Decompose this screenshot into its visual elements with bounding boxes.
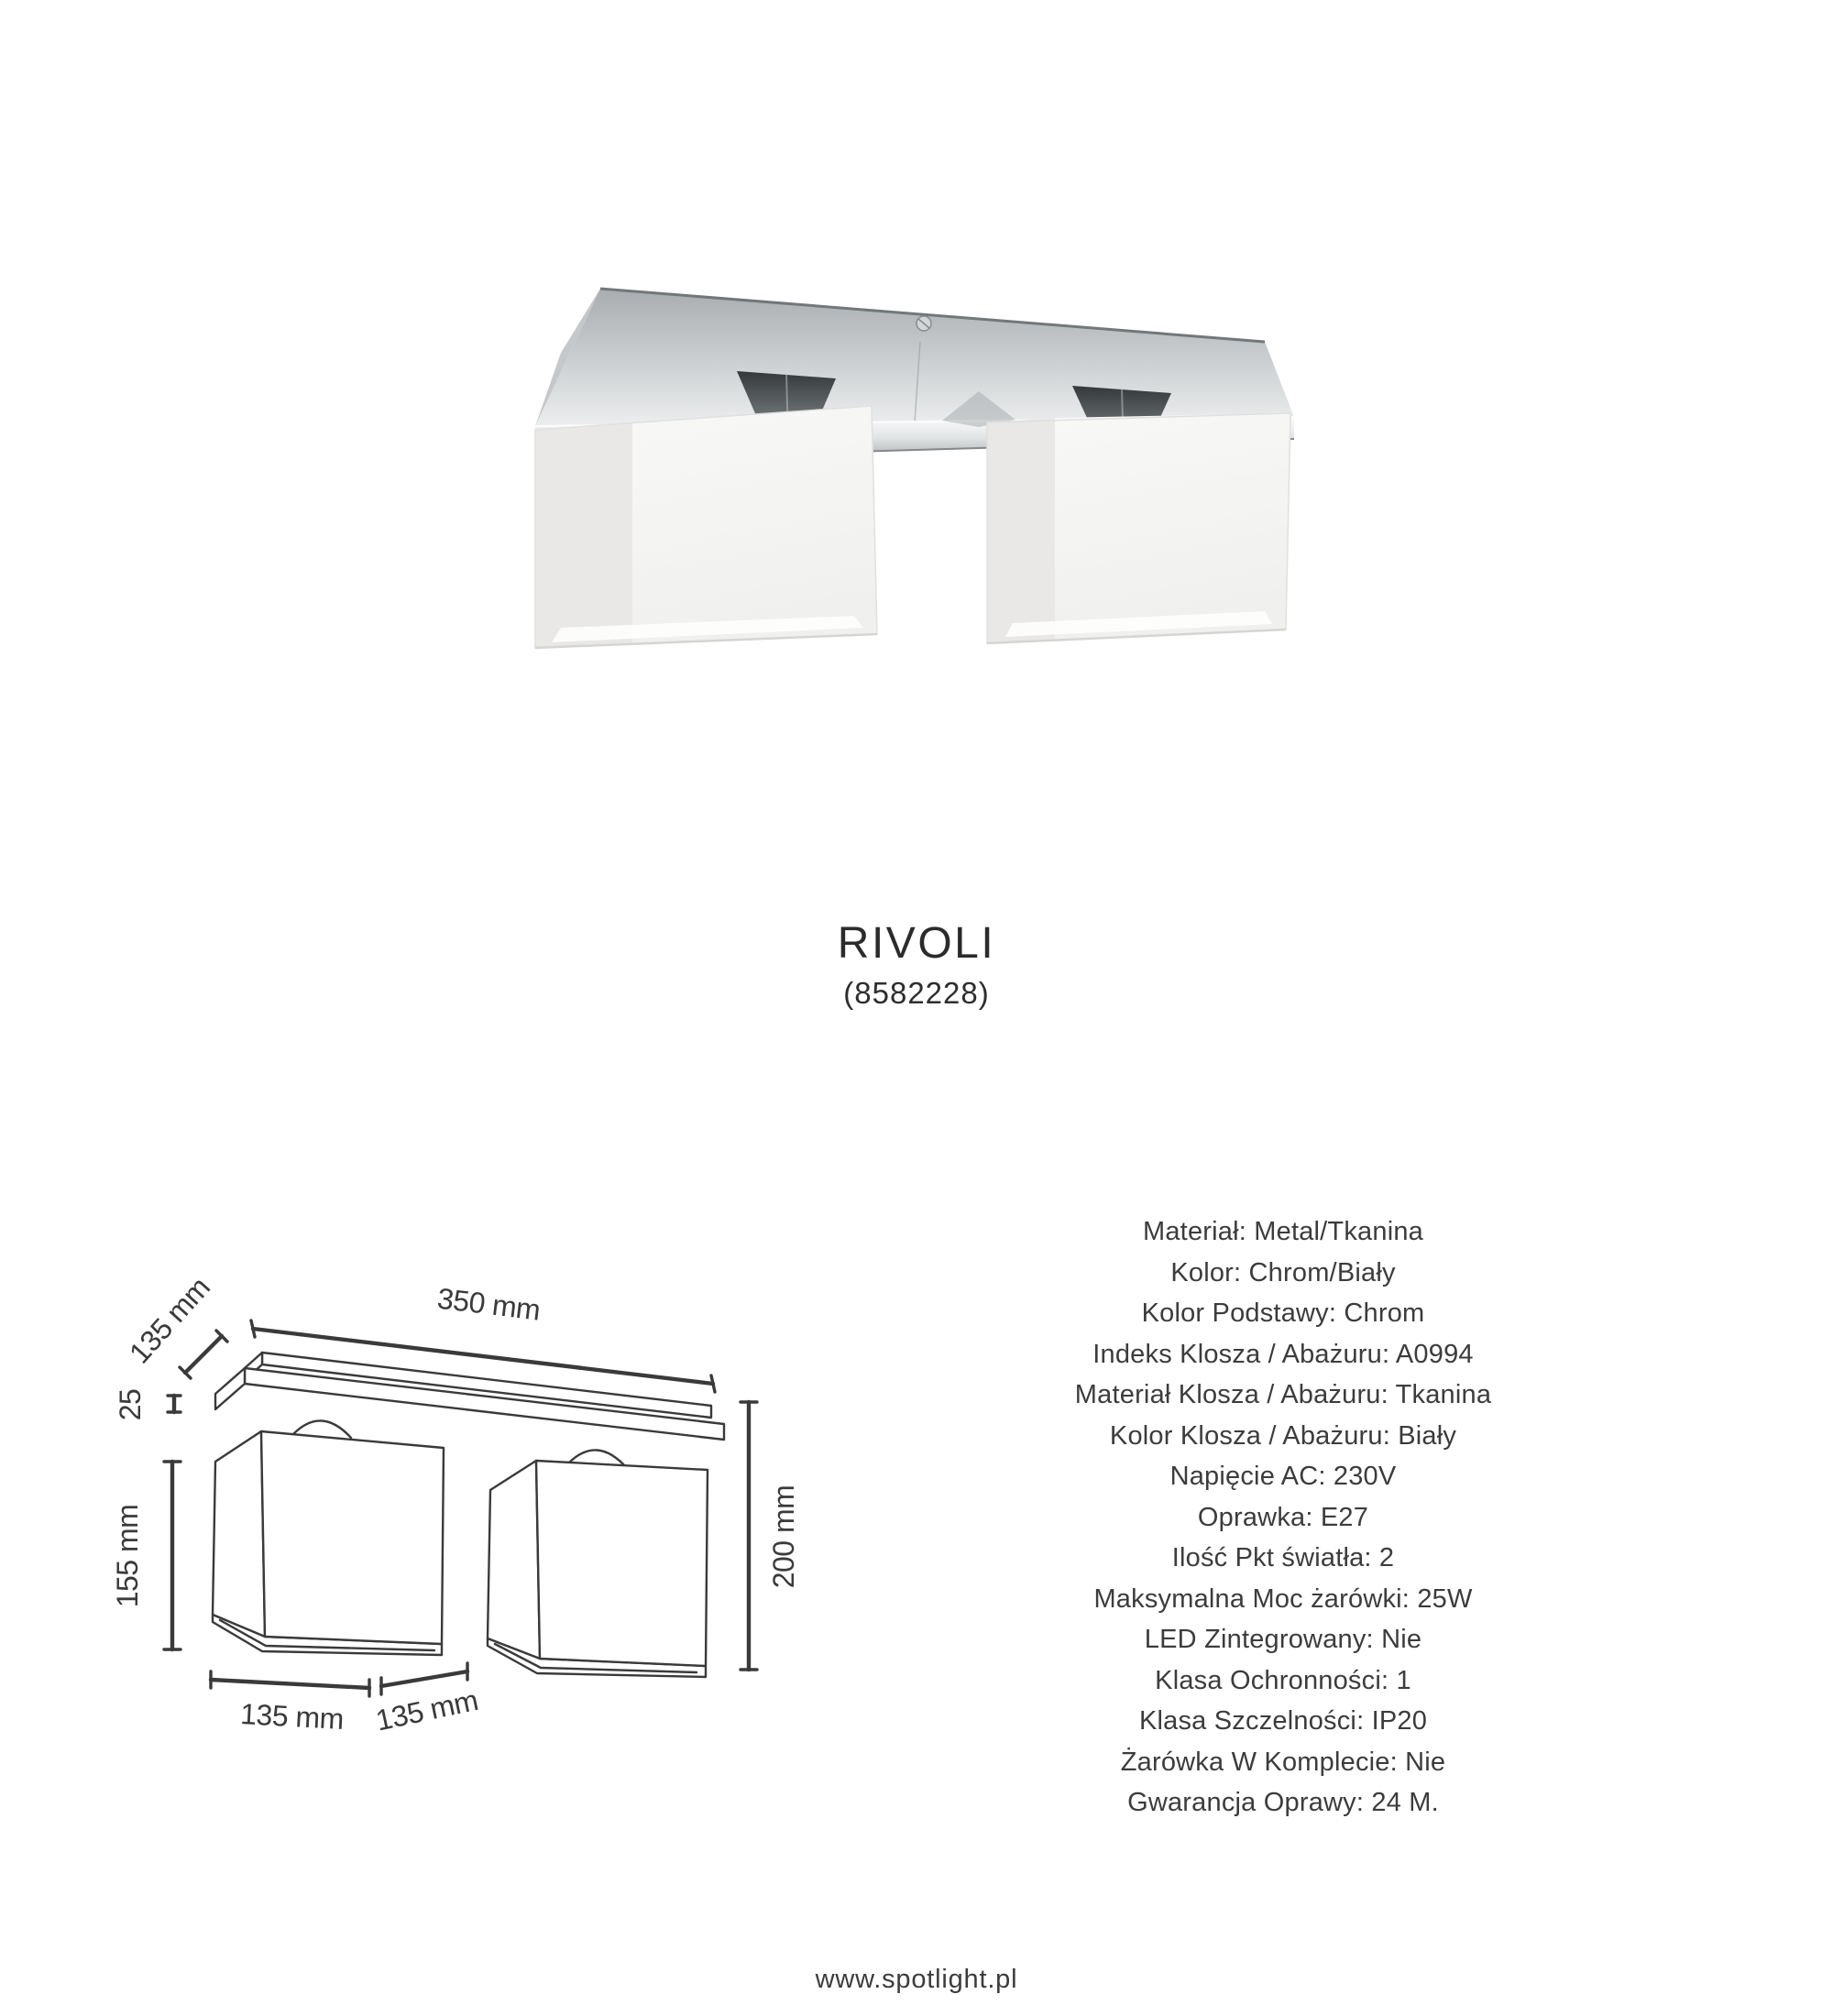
dim-plate-thickness <box>114 1389 181 1421</box>
spec-line: Napięcie AC: 230V <box>1169 1462 1397 1491</box>
dim-width-top-label: 350 mm <box>435 1281 543 1327</box>
dim-width-top <box>251 1282 715 1392</box>
dim-total-height-label: 200 mm <box>767 1485 800 1589</box>
spec-line: Ilość Pkt światła: 2 <box>1171 1543 1395 1572</box>
drawing-base-plate <box>215 1353 724 1440</box>
spec-line: Żarówka W Komplecie: Nie <box>1120 1747 1446 1777</box>
dim-shade-height <box>111 1462 181 1649</box>
dim-plate-thickness-label: 25 <box>114 1388 147 1421</box>
spec-line: Oprawka: E27 <box>1197 1502 1369 1532</box>
dim-shade-height-label: 155 mm <box>111 1504 144 1608</box>
spec-line: Materiał Klosza / Abażuru: Tkanina <box>1074 1380 1492 1409</box>
lamp-base-plate <box>535 289 1294 426</box>
tech-drawing <box>73 1274 825 1750</box>
dim-depth-top <box>123 1274 227 1378</box>
spec-line: Klasa Szczelności: IP20 <box>1138 1706 1428 1736</box>
product-photo-svg <box>513 234 1320 692</box>
drawing-shade-left <box>213 1431 444 1655</box>
spec-line: Gwarancja Oprawy: 24 M. <box>1127 1788 1439 1817</box>
spec-line: LED Zintegrowany: Nie <box>1144 1625 1422 1654</box>
spec-line: Kolor: Chrom/Biały <box>1170 1257 1396 1287</box>
spec-line: Klasa Ochronności: 1 <box>1155 1665 1411 1695</box>
footer-url: www.spotlight.pl <box>815 1965 1018 1994</box>
title-block <box>0 920 1833 1012</box>
dim-shade-depth <box>373 1663 481 1737</box>
tech-drawing-svg <box>73 1274 825 1750</box>
product-title: RIVOLI <box>837 919 996 968</box>
product-photo <box>513 234 1320 692</box>
dim-total-height <box>741 1402 800 1670</box>
spec-line: Kolor Podstawy: Chrom <box>1141 1298 1425 1328</box>
spec-line: Maksymalna Moc żarówki: 25W <box>1093 1583 1473 1614</box>
spec-line: Indeks Klosza / Abażuru: A0994 <box>1092 1339 1474 1369</box>
drawing-shade-right <box>488 1461 708 1677</box>
dim-depth-top-label: 135 mm <box>122 1274 216 1370</box>
lamp-shade-right <box>987 413 1290 643</box>
footer <box>0 1965 1833 1995</box>
product-code: (8582228) <box>843 976 990 1010</box>
spec-line: Materiał: Metal/Tkanina <box>1143 1217 1423 1246</box>
dim-shade-depth-label: 135 mm <box>372 1682 481 1737</box>
lamp-shade-left <box>535 406 877 648</box>
dim-shade-width-label: 135 mm <box>239 1697 345 1736</box>
specs-list <box>916 1211 1650 1824</box>
spec-line: Kolor Klosza / Abażuru: Biały <box>1109 1420 1457 1451</box>
dim-shade-width <box>211 1671 369 1736</box>
